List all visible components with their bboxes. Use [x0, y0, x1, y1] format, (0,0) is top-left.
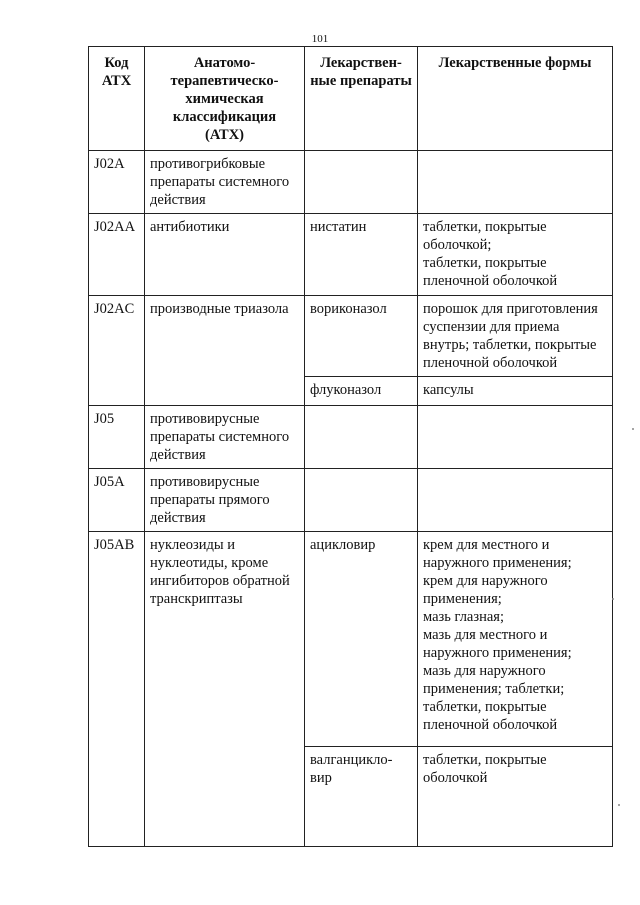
drug-cell: валганцикло- вир	[305, 747, 418, 847]
atx-table	[88, 46, 613, 847]
page-number: 101	[311, 33, 329, 45]
code-cell: J05	[89, 406, 145, 469]
classification-cell: противовирусные препараты прямого действия	[145, 469, 305, 532]
header-forms: Лекарственные формы	[418, 47, 613, 151]
classification-cell: нуклеозиды и нуклеотиды, кроме ингибиторов обратной транскриптазы	[145, 532, 305, 847]
code-cell: J02AC	[89, 296, 145, 406]
code-cell: J05AB	[89, 532, 145, 847]
table-header-row	[89, 47, 613, 151]
table-row	[89, 214, 613, 296]
code-cell: J02A	[89, 151, 145, 214]
forms-cell: таблетки, покрытые оболочкой	[418, 747, 613, 847]
forms-cell: порошок для приготовления суспензии для приема внутрь; таблетки, покрытые пленочной оболочкой	[418, 296, 613, 377]
table-row	[89, 406, 613, 469]
classification-cell: антибиотики	[145, 214, 305, 296]
classification-cell: противовирусные препараты системного действия	[145, 406, 305, 469]
code-cell: J02AA	[89, 214, 145, 296]
code-cell: J05A	[89, 469, 145, 532]
forms-cell: капсулы	[418, 377, 613, 406]
table-row	[89, 296, 613, 377]
forms-cell	[418, 406, 613, 469]
scan-speck	[618, 804, 620, 806]
forms-cell: крем для местного и наружного применения; крем для наружного применения; мазь глазная; мазь для местного и наружного применения; мазь для наружного применения; таблетки; таблетки, покрытые пленочной оболочкой	[418, 532, 613, 747]
classification-cell: противогрибковые препараты системного действия	[145, 151, 305, 214]
drug-cell: флуконазол	[305, 377, 418, 406]
drug-cell: вориконазол	[305, 296, 418, 377]
table-row	[89, 469, 613, 532]
table-row	[89, 151, 613, 214]
table-row	[89, 532, 613, 747]
forms-cell	[418, 469, 613, 532]
scan-speck	[632, 428, 634, 430]
drug-cell: ацикловир	[305, 532, 418, 747]
drug-cell	[305, 151, 418, 214]
header-drugs: Лекарствен- ные препараты	[305, 47, 418, 151]
forms-cell	[418, 151, 613, 214]
forms-cell: таблетки, покрытые оболочкой; таблетки, покрытые пленочной оболочкой	[418, 214, 613, 296]
drug-cell: нистатин	[305, 214, 418, 296]
scan-speck	[612, 598, 614, 600]
classification-cell: производные триазола	[145, 296, 305, 406]
drug-cell	[305, 406, 418, 469]
header-code: Код АТХ	[89, 47, 145, 151]
header-classification: Анатомо- терапевтическо- химическая классификация (АТХ)	[145, 47, 305, 151]
drug-cell	[305, 469, 418, 532]
